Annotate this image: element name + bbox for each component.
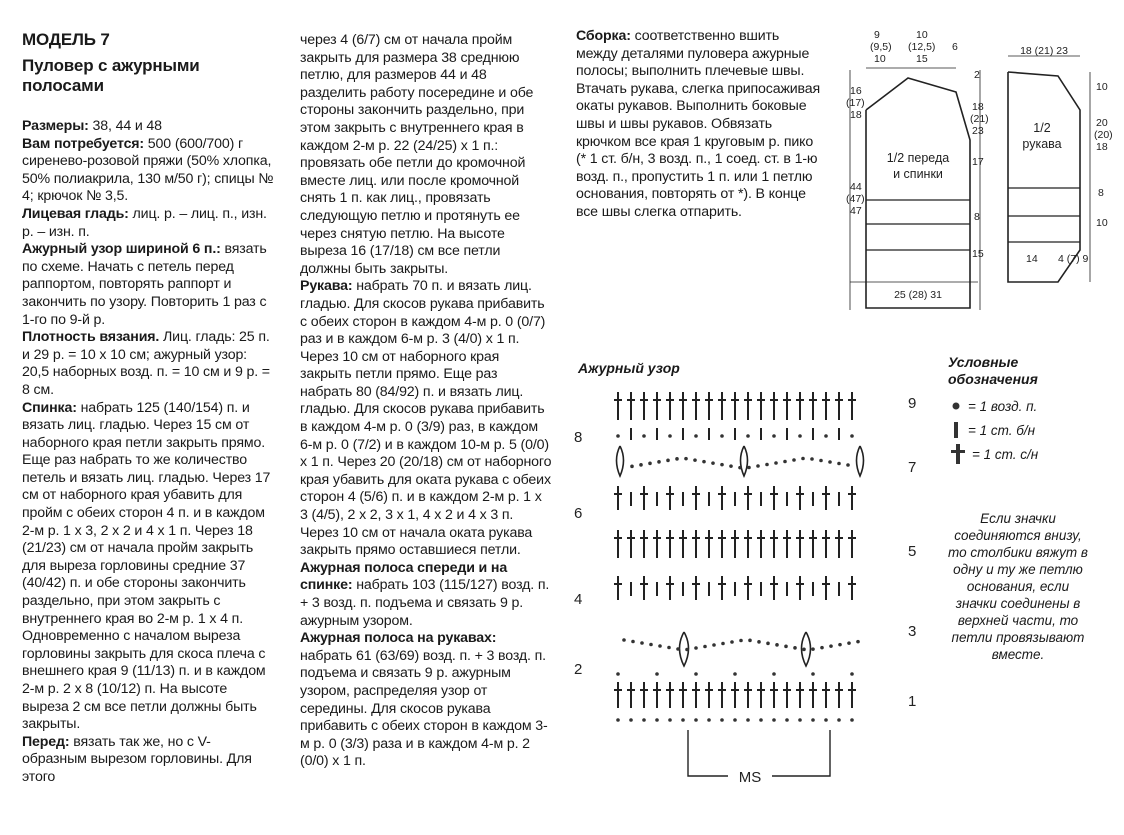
col2-paragraph: [300, 32, 552, 278]
chain-dot: [772, 672, 776, 676]
leaf-motif: [617, 446, 624, 476]
paragraph-text: 500 (600/700) г сиренево-розовой пряжи (50% хлопка, 50% полиакрила, 130 м/50 г); спицы № 4; крючок № 3,5.: [22, 135, 274, 205]
legend-title-2: обозначения: [948, 371, 1038, 387]
dim-top-9: 9: [874, 29, 880, 41]
dim-r-18: 18: [972, 101, 984, 113]
paragraph-text: через 4 (6/7) см от начала пройм закрыть для размера 38 среднюю петлю, для размеров 44 и 48 разделить работу посередине и обе стороны закончить раздельно, при этом закрыть с внутреннего края в каждом 2-м р. 22 (24/25) x 1 п.: провязать обе петли до кромочной вместе лиц. или после кромочной снять 1 п. как лиц., провязать следующую петлю и протянуть ее через снятую петлю. На высоте выреза 16 (17/18) см все петли должны быть закрыты.: [300, 32, 534, 277]
chain-dot: [685, 648, 689, 652]
dim-top-95: (9,5): [870, 41, 892, 53]
col1-paragraph: [22, 241, 274, 329]
paragraph-label: Ажурная полоса на рукавах:: [300, 630, 497, 647]
chain-dot: [784, 645, 788, 649]
pattern-title: Ажурный узор: [578, 360, 680, 376]
legend-item-1: = 1 возд. п.: [968, 398, 1038, 414]
row-label-right: 7: [908, 459, 917, 476]
chain-dot: [694, 646, 698, 650]
model-title: МОДЕЛЬ 7: [22, 30, 110, 49]
paragraph-label: Сборка:: [576, 28, 631, 44]
schematic-drawings: [830, 20, 1120, 320]
chain-dot: [792, 458, 796, 462]
chain-dot: [703, 645, 707, 649]
chain-dot: [793, 646, 797, 650]
subtitle-line-1: Пуловер с ажурными: [22, 56, 200, 75]
chain-dot: [820, 646, 824, 650]
chain-dot: [694, 434, 698, 438]
chain-dot: [668, 434, 672, 438]
paragraph-label: Плотность вязания.: [22, 329, 160, 346]
row-label-left: 4: [574, 591, 583, 608]
chain-dot: [738, 466, 742, 470]
chain-dot: [759, 718, 763, 722]
paragraph-text: вязать по схеме. Начать с петель перед раппортом, повторять раппорт и закончить по узору. Повторить 1 раз с 1-го по 9-й р.: [22, 241, 267, 328]
chain-dot: [837, 462, 841, 466]
paragraph-text: вязать так же, но с V-образным вырезом горловины. Для этого: [22, 733, 252, 785]
paragraph-label: Рукава:: [300, 278, 353, 295]
sleeve-dim-479: 4 (7) 9: [1058, 253, 1089, 265]
chain-dot: [766, 642, 770, 646]
chain-dot: [655, 672, 659, 676]
chain-dot: [649, 643, 653, 647]
legend-title-1: Условные: [948, 354, 1019, 370]
chain-dot: [707, 718, 711, 722]
col2-paragraph: [300, 278, 552, 560]
chain-dot: [631, 640, 635, 644]
chain-dot: [824, 718, 828, 722]
chain-dot: [729, 464, 733, 468]
paragraph-label: Вам потребуется:: [22, 135, 145, 152]
chain-dot: [720, 463, 724, 467]
front-label-2: и спинки: [893, 167, 943, 181]
chain-dot: [711, 461, 715, 465]
chain-dot: [772, 718, 776, 722]
chain-dot: [824, 434, 828, 438]
text-column-3: [576, 28, 824, 222]
dim-l-18: 18: [850, 109, 862, 121]
chain-dot: [748, 639, 752, 643]
chain-dot: [838, 643, 842, 647]
chain-dot: [721, 642, 725, 646]
chain-dot: [616, 434, 620, 438]
dim-l-47: (47): [846, 193, 865, 205]
chain-dot: [648, 462, 652, 466]
chain-dot: [655, 718, 659, 722]
chain-dot: [616, 672, 620, 676]
dim-r-15: 15: [972, 248, 984, 260]
row-label-right: 3: [908, 623, 917, 640]
chain-dot: [801, 457, 805, 461]
model-subtitle: [22, 56, 274, 96]
chain-dot: [629, 718, 633, 722]
chain-dot: [681, 718, 685, 722]
row-label-right: 9: [908, 395, 917, 412]
sleeve-dim-18: 18: [1096, 141, 1108, 153]
legend: [948, 354, 1098, 663]
paragraph-label: Ажурная полоса спереди и на спинке:: [300, 559, 508, 594]
chain-dot: [798, 718, 802, 722]
paragraph-text: набрать 125 (140/154) п. и вязать лиц. гладью. Через 15 см от наборного края петли закрыть прямо. Еще раз набрать то же количество петель и вязать лиц. гладью. Через 17 см от наборного края убавить для пройм с обеих сторон 4 п. и в каждом 2-м р. 1 x 3, 2 x 2 и 4 x 1 п. Через 18 (21/23) см от начала пройм закрыть для выреза горловины средние 37 (40/42) п. и обе стороны закончить раздельно, при этом закрыть с внутреннего края во 2-м р. 1 x 4 п. Одновременно с началом выреза горловины закрыть для скоса плеча с внешнего края 9 (11/13) п. и в каждом 2-м р. 2 x 8 (10/12) п. На высоте выреза 2 см все петли должны быть закрыты.: [22, 399, 271, 733]
front-label-1: 1/2 переда: [886, 151, 950, 165]
chain-dot: [733, 672, 737, 676]
double-crochet-icon: [950, 442, 966, 466]
chain-dot: [811, 672, 815, 676]
chain-dot: [694, 672, 698, 676]
chain-dot: [658, 644, 662, 648]
chain-dot: [642, 434, 646, 438]
sleeve-dim-10b: 10: [1096, 217, 1108, 229]
paragraph-label: Лицевая гладь:: [22, 205, 129, 222]
chain-dot: [757, 640, 761, 644]
dim-top-10: 10: [916, 29, 928, 41]
col3-body: [576, 28, 824, 222]
chain-dot: [693, 458, 697, 462]
dim-top-6: 6: [952, 41, 958, 53]
sleeve-dim-14: 14: [1026, 253, 1038, 265]
col2-paragraph: [300, 560, 552, 630]
dim-r-8: 8: [974, 211, 980, 223]
chain-dot: [730, 640, 734, 644]
chain-dot: [811, 718, 815, 722]
sleeve-dim-8: 8: [1098, 187, 1104, 199]
chain-dot: [837, 718, 841, 722]
chain-dot: [666, 459, 670, 463]
chain-dot: [720, 718, 724, 722]
row-label-left: 6: [574, 505, 583, 522]
chain-dot: [675, 457, 679, 461]
legend-row-chain: [950, 394, 1098, 418]
chain-dot: [756, 464, 760, 468]
chain-dot: [850, 718, 854, 722]
front-back-schematic: [850, 68, 980, 310]
dim-top-15: 15: [916, 53, 928, 65]
chain-dot: [819, 459, 823, 463]
chain-dot: [775, 643, 779, 647]
chain-dot: [702, 460, 706, 464]
chain-dot: [765, 463, 769, 467]
chain-dot: [739, 639, 743, 643]
leaf-motif: [741, 446, 748, 476]
paragraph-text: соответственно вшить между деталями пуловера ажурные полосы; выполнить плечевые швы. Втачать рукава, слегка припосаживая окаты рукавов. Выполнить боковые швы и швы рукавов. Обвязать крючком все края 1 круговым р. пико (* 1 ст. б/н, 3 возд. п., 1 соед. ст. в 1-ю возд. п., пропустить 1 п. или 1 петлю основания, повторять от *). В конце все швы слегка отпарить.: [576, 28, 821, 220]
ms-label: MS: [738, 769, 762, 786]
paragraph-text: набрать 61 (63/69) возд. п. + 3 возд. п. подъема и связать 9 р. ажурным узором, распределяя узор от середины. Для скосов рукава прибавить с обеих сторон в каждом 3-м р. 0 (3/3) раза и в каждом 4-м р. 2 (0/0) x 1 п.: [300, 647, 548, 770]
paragraph-text: 38, 44 и 48: [88, 118, 162, 134]
col3-paragraph: [576, 28, 824, 222]
chain-dot: [772, 434, 776, 438]
col1-paragraph: [22, 734, 274, 787]
chain-dot: [850, 434, 854, 438]
paragraph-label: Перед:: [22, 733, 70, 750]
chain-dot: [733, 718, 737, 722]
paragraph-text: лиц. р. – лиц. п., изн. р. – изн. п.: [22, 205, 267, 240]
chain-dot: [694, 718, 698, 722]
chain-dot: [622, 638, 626, 642]
chain-dot: [676, 647, 680, 651]
chain-dot: [630, 465, 634, 469]
chain-dot: [747, 466, 751, 470]
openwork-pattern-chart: [560, 380, 940, 800]
dim-top-10a: 10: [874, 53, 886, 65]
chain-dot: [746, 718, 750, 722]
chain-stitch-icon: [950, 400, 962, 412]
chain-dot: [684, 457, 688, 461]
sleeve-label-1: 1/2: [1033, 121, 1051, 135]
chain-dot: [657, 460, 661, 464]
paragraph-text: набрать 103 (115/127) возд. п. + 3 возд. п. подъема и связать 9 р. ажурным узором.: [300, 577, 550, 629]
paragraph-text: Лиц. гладь: 25 п. и 29 р. = 10 x 10 см; ажурный узор: 20,5 наборных возд. п. = 10 см и 9 р. = 8 см.: [22, 329, 270, 398]
paragraph-label: Спинка:: [22, 399, 77, 416]
chain-dot: [642, 718, 646, 722]
row-label-left: 2: [574, 661, 583, 678]
col1-paragraph: [22, 400, 274, 734]
col1-paragraph: [22, 329, 274, 399]
chain-dot: [720, 434, 724, 438]
chain-dot: [798, 434, 802, 438]
chain-dot: [746, 434, 750, 438]
chain-dot: [785, 718, 789, 722]
pattern-symbols: [614, 392, 864, 722]
col2-body: [300, 32, 552, 771]
chain-dot: [640, 641, 644, 645]
chain-dot: [774, 461, 778, 465]
row-label-right: 1: [908, 693, 917, 710]
paragraph-text: набрать 70 п. и вязать лиц. гладью. Для скосов рукава прибавить с обеих сторон в каждом 4-м р. 0 (0/7) раз и в каждом 6-м р. 3 (4/0) x 1 п. Через 10 см от наборного края закрыть петли прямо. Еще раз набрать 80 (84/92) п. и вязать лиц. гладью. Для скосов рукава прибавить в каждом 4-м р. 0 (3/9) раз, в каждом 6-м р. 0 (7/2) и в каждом 10-м р. 5 (0/0) x 1 п. Через 20 (20/18) см от наборного края убавить для оката рукава с обеих сторон 4 (5/6) п. и в каждом 2-м р. 1 x 3 (4/5), 2 x 2, 3 x 1, 4 x 2 и 4 x 3 п. Через 10 см от начала оката рукава закрыть прямо оставшиеся петли.: [300, 278, 552, 559]
chain-dot: [847, 641, 851, 645]
legend-item-2: = 1 ст. б/н: [968, 422, 1036, 438]
legend-row-dc: [950, 442, 1098, 466]
chain-dot: [810, 457, 814, 461]
dim-r-21: (21): [970, 113, 989, 125]
sleeve-dim-20: 20: [1096, 117, 1108, 129]
sleeve-dim-10a: 10: [1096, 81, 1108, 93]
col1-paragraph: [22, 118, 274, 136]
chain-dot: [667, 646, 671, 650]
col2-paragraph: [300, 630, 552, 771]
dim-l-44: 44: [850, 181, 862, 193]
single-crochet-icon: [950, 420, 962, 440]
row-label-left: 8: [574, 429, 583, 446]
legend-item-3: = 1 ст. с/н: [972, 446, 1039, 462]
leaf-motif: [857, 446, 864, 476]
col1-paragraph: [22, 136, 274, 206]
chain-dot: [668, 718, 672, 722]
chain-dot: [856, 640, 860, 644]
legend-note: Если значки соединяются внизу, то столбики вяжут в одну и ту же петлю основания, если значки соединены в верхней части, то петли провязывают вместе.: [948, 511, 1088, 662]
text-column-1: [22, 30, 274, 787]
paragraph-label: Ажурный узор шириной 6 п.:: [22, 241, 221, 258]
chain-dot: [829, 644, 833, 648]
sleeve-dim-20b: (20): [1094, 129, 1113, 141]
chain-dot: [802, 648, 806, 652]
paragraph-label: Размеры:: [22, 118, 89, 134]
dim-r-2: 2: [974, 69, 980, 81]
dim-l-47b: 47: [850, 205, 862, 217]
text-column-2: [300, 32, 552, 771]
chain-dot: [639, 463, 643, 467]
dim-r-17: 17: [972, 156, 984, 168]
legend-row-sc: [950, 418, 1098, 442]
chain-dot: [783, 460, 787, 464]
row-label-right: 5: [908, 543, 917, 560]
dim-top-125: (12,5): [908, 41, 936, 53]
subtitle-line-2: полосами: [22, 76, 104, 95]
dim-l-16: 16: [850, 85, 862, 97]
chain-dot: [846, 463, 850, 467]
dim-bottom: 25 (28) 31: [894, 289, 942, 301]
chain-dot: [828, 460, 832, 464]
chain-dot: [811, 647, 815, 651]
sleeve-dim-top: 18 (21) 23: [1020, 45, 1068, 57]
dim-r-23: 23: [972, 125, 984, 137]
sleeve-schematic: [1008, 56, 1090, 282]
chain-dot: [616, 718, 620, 722]
sleeve-label-2: рукава: [1022, 137, 1062, 151]
chain-dot: [712, 643, 716, 647]
chain-dot: [850, 672, 854, 676]
col1-body: [22, 118, 274, 787]
col1-paragraph: [22, 206, 274, 241]
dim-l-17: (17): [846, 97, 865, 109]
pattern-row-labels: [574, 395, 916, 710]
